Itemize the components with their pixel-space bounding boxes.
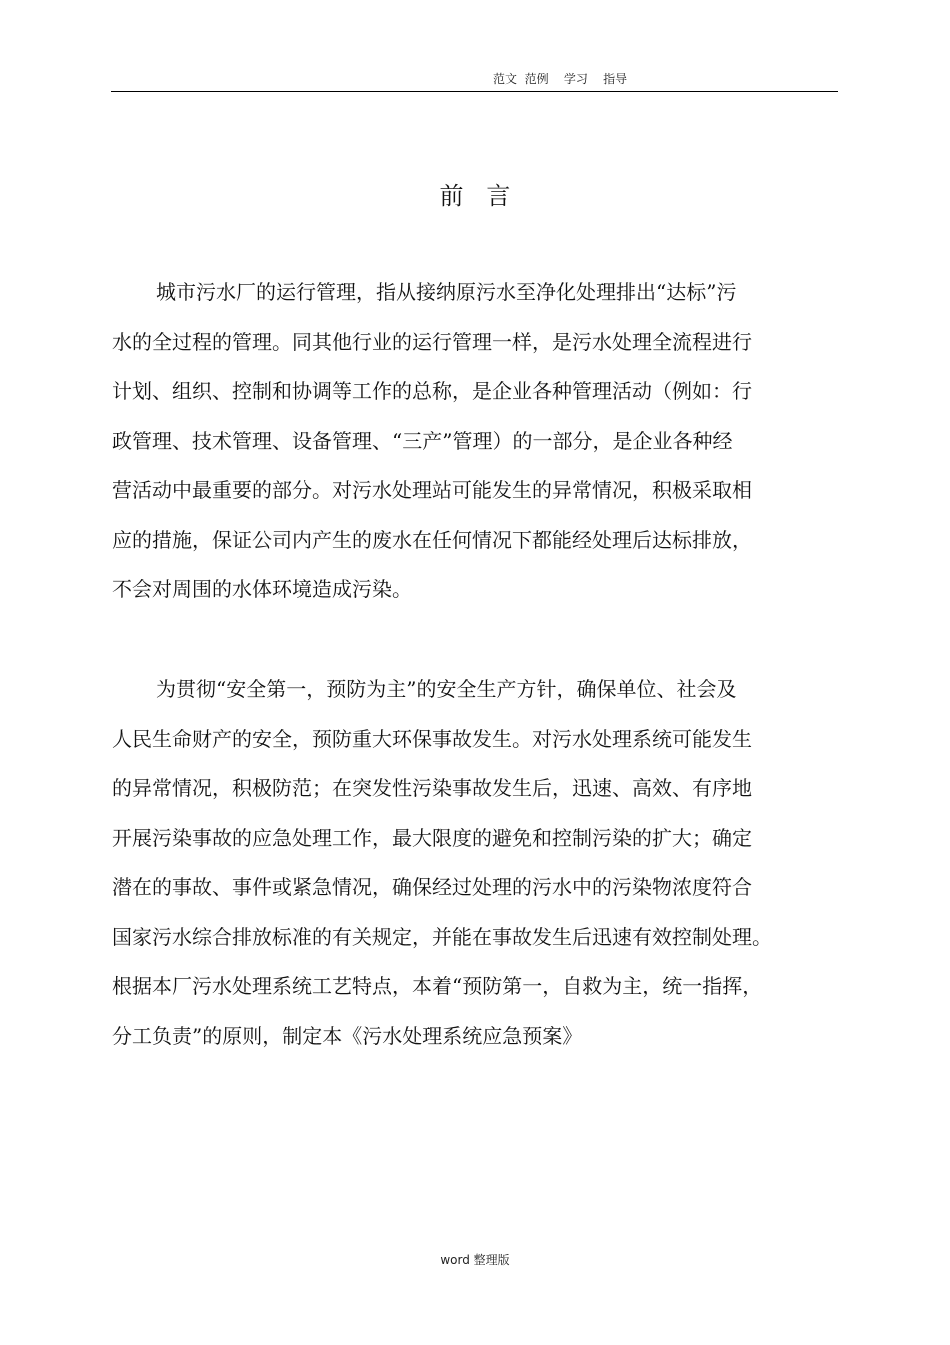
paragraph-line: 营活动中最重要的部分。对污水处理站可能发生的异常情况，积极采取相	[112, 478, 752, 502]
paragraph-2	[112, 665, 798, 1061]
paragraph-line: 政管理、技术管理、设备管理、“三产”管理）的一部分，是企业各种经	[112, 428, 733, 453]
paragraph-line: 城市污水厂的运行管理，指从接纳原污水至净化处理排出“达标”污	[156, 280, 737, 304]
paragraph-line: 潜在的事故、事件或紧急情况，确保经过处理的污水中的污染物浓度符合	[112, 875, 752, 899]
paragraph-line: 人民生命财产的安全，预防重大环保事故发生。对污水处理系统可能发生	[112, 726, 752, 751]
paragraph-line: 不会对周围的水体环境造成污染。	[112, 577, 412, 601]
paragraph-1	[112, 268, 798, 615]
paragraph-line: 为贯彻“安全第一，预防为主”的安全生产方针，确保单位、社会及	[156, 677, 737, 701]
paragraph-line: 根据本厂污水处理系统工艺特点，本着“预防第一，自救为主，统一指挥，	[112, 974, 763, 998]
paragraph-line: 应的措施，保证公司内产生的废水在任何情况下都能经处理后达标排放，	[112, 527, 752, 552]
page-footer: word 整理版	[440, 1253, 510, 1267]
page-header: 范文 范例 学习 指导	[493, 72, 628, 86]
header-divider	[111, 91, 838, 92]
paragraph-line: 开展污染事故的应急处理工作，最大限度的避免和控制污染的扩大；确定	[112, 825, 752, 850]
paragraph-line: 计划、组织、控制和协调等工作的总称，是企业各种管理活动（例如：行	[112, 379, 752, 403]
paragraph-line: 分工负责”的原则，制定本《污水处理系统应急预案》	[112, 1023, 583, 1048]
page-title: 前 言	[439, 182, 511, 210]
paragraph-line: 的异常情况，积极防范；在突发性污染事故发生后，迅速、高效、有序地	[112, 776, 752, 800]
paragraph-line: 国家污水综合排放标准的有关规定，并能在事故发生后迅速有效控制处理。	[112, 924, 772, 949]
paragraph-line: 水的全过程的管理。同其他行业的运行管理一样，是污水处理全流程进行	[112, 329, 752, 354]
